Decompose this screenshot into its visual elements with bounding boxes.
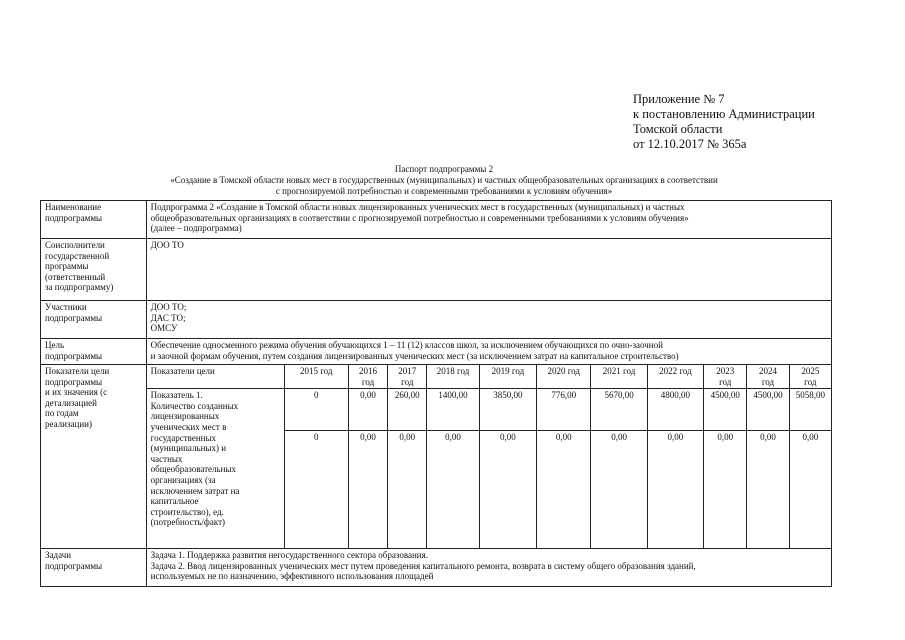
row-name [41,201,832,239]
row-label: Участники подпрограммы [41,301,147,339]
row-value: Задача 1. Поддержка развития негосударственного сектора образования. Задача 2. Ввод лицензированных ученических мест путем проведения капитального ремонта, возврата в систему общего образования зданий, используемых не по назначению, эффективного использования площадей [146,549,831,587]
plan-value: 1400,00 [427,389,479,431]
plan-value: 260,00 [388,389,427,431]
year-header: 2021 год [591,365,647,389]
annex-title: Приложение № 7 [633,92,725,106]
row-coexecutors [41,239,832,301]
plan-value: 0,00 [348,389,387,431]
plan-value: 4500,00 [747,389,789,431]
year-header: 2023 год [704,365,747,389]
year-header: 2020 год [537,365,591,389]
row-label: Соисполнители государственной программы (ответственный за подпрограмму) [41,239,147,301]
year-header: 2016 год [348,365,387,389]
row-value: Обеспечение односменного режима обучения обучающихся 1 – 11 (12) классов школ, за исключением обучающихся по очно-заочной и заочной формам обучения, путем создания лицензированных ученических мест (за исключением затрат на капитальное строительство) [146,339,831,365]
annex-block [633,92,815,152]
fact-value: 0,00 [704,431,747,549]
row-value: ДОО ТО; ДАС ТО; ОМСУ [146,301,831,339]
year-header: 2015 год [284,365,348,389]
row-label: Показатели цели подпрограммы и их значения (с детализацией по годам реализации) [41,365,147,549]
document-heading [40,164,848,197]
fact-value: 0,00 [591,431,647,549]
plan-value: 776,00 [537,389,591,431]
plan-value: 5058,00 [789,389,831,431]
fact-value: 0,00 [348,431,387,549]
indicators-header-row [41,365,832,389]
fact-value: 0,00 [479,431,536,549]
year-header: 2025 год [789,365,831,389]
annex-region: Томской области [633,122,723,136]
passport-table [40,200,832,587]
fact-value: 0,00 [388,431,427,549]
row-tasks [41,549,832,587]
fact-value: 0,00 [647,431,703,549]
year-header: 2017 год [388,365,427,389]
year-header: 2019 год [479,365,536,389]
fact-value: 0 [284,431,348,549]
row-value: ДОО ТО [146,239,831,301]
row-value: Подпрограмма 2 «Создание в Томской области новых лицензированных ученических мест в государственных (муниципальных) и частных общеобразовательных организациях в соответствии с прогнозируемой потребностью и современными требованиями к условиям обучения» (далее – подпрограмма) [146,201,831,239]
year-header: 2018 год [427,365,479,389]
plan-value: 4800,00 [647,389,703,431]
indicator-description: Показатель 1. Количество созданных лицензированных ученических мест в государственных (муниципальных) и частных общеобразовательных организациях (за исключением затрат на капитальное строительство), ед. (потребность/факт) [146,389,284,549]
fact-value: 0,00 [747,431,789,549]
row-goal [41,339,832,365]
plan-value: 0 [284,389,348,431]
row-label: Цель подпрограммы [41,339,147,365]
annex-date: от 12.10.2017 № 365а [633,137,747,151]
plan-value: 4500,00 [704,389,747,431]
plan-value: 3850,00 [479,389,536,431]
heading-title: Паспорт подпрограммы 2 [394,164,494,174]
heading-subtitle-2: с прогнозируемой потребностью и современными требованиями к условиям обучения» [275,186,613,196]
row-label: Задачи подпрограммы [41,549,147,587]
year-header: 2022 год [647,365,703,389]
fact-value: 0,00 [427,431,479,549]
row-participants [41,301,832,339]
plan-value: 5670,00 [591,389,647,431]
indicator-plan-row [41,389,832,431]
heading-subtitle-1: «Создание в Томской области новых мест в государственных (муниципальных) и частных общеобразовательных организациях в соответствии [170,175,718,185]
fact-value: 0,00 [789,431,831,549]
indicator-column-header: Показатели цели [146,365,284,389]
year-header: 2024 год [747,365,789,389]
row-label: Наименование подпрограммы [41,201,147,239]
annex-reference: к постановлению Администрации [633,107,815,121]
fact-value: 0,00 [537,431,591,549]
